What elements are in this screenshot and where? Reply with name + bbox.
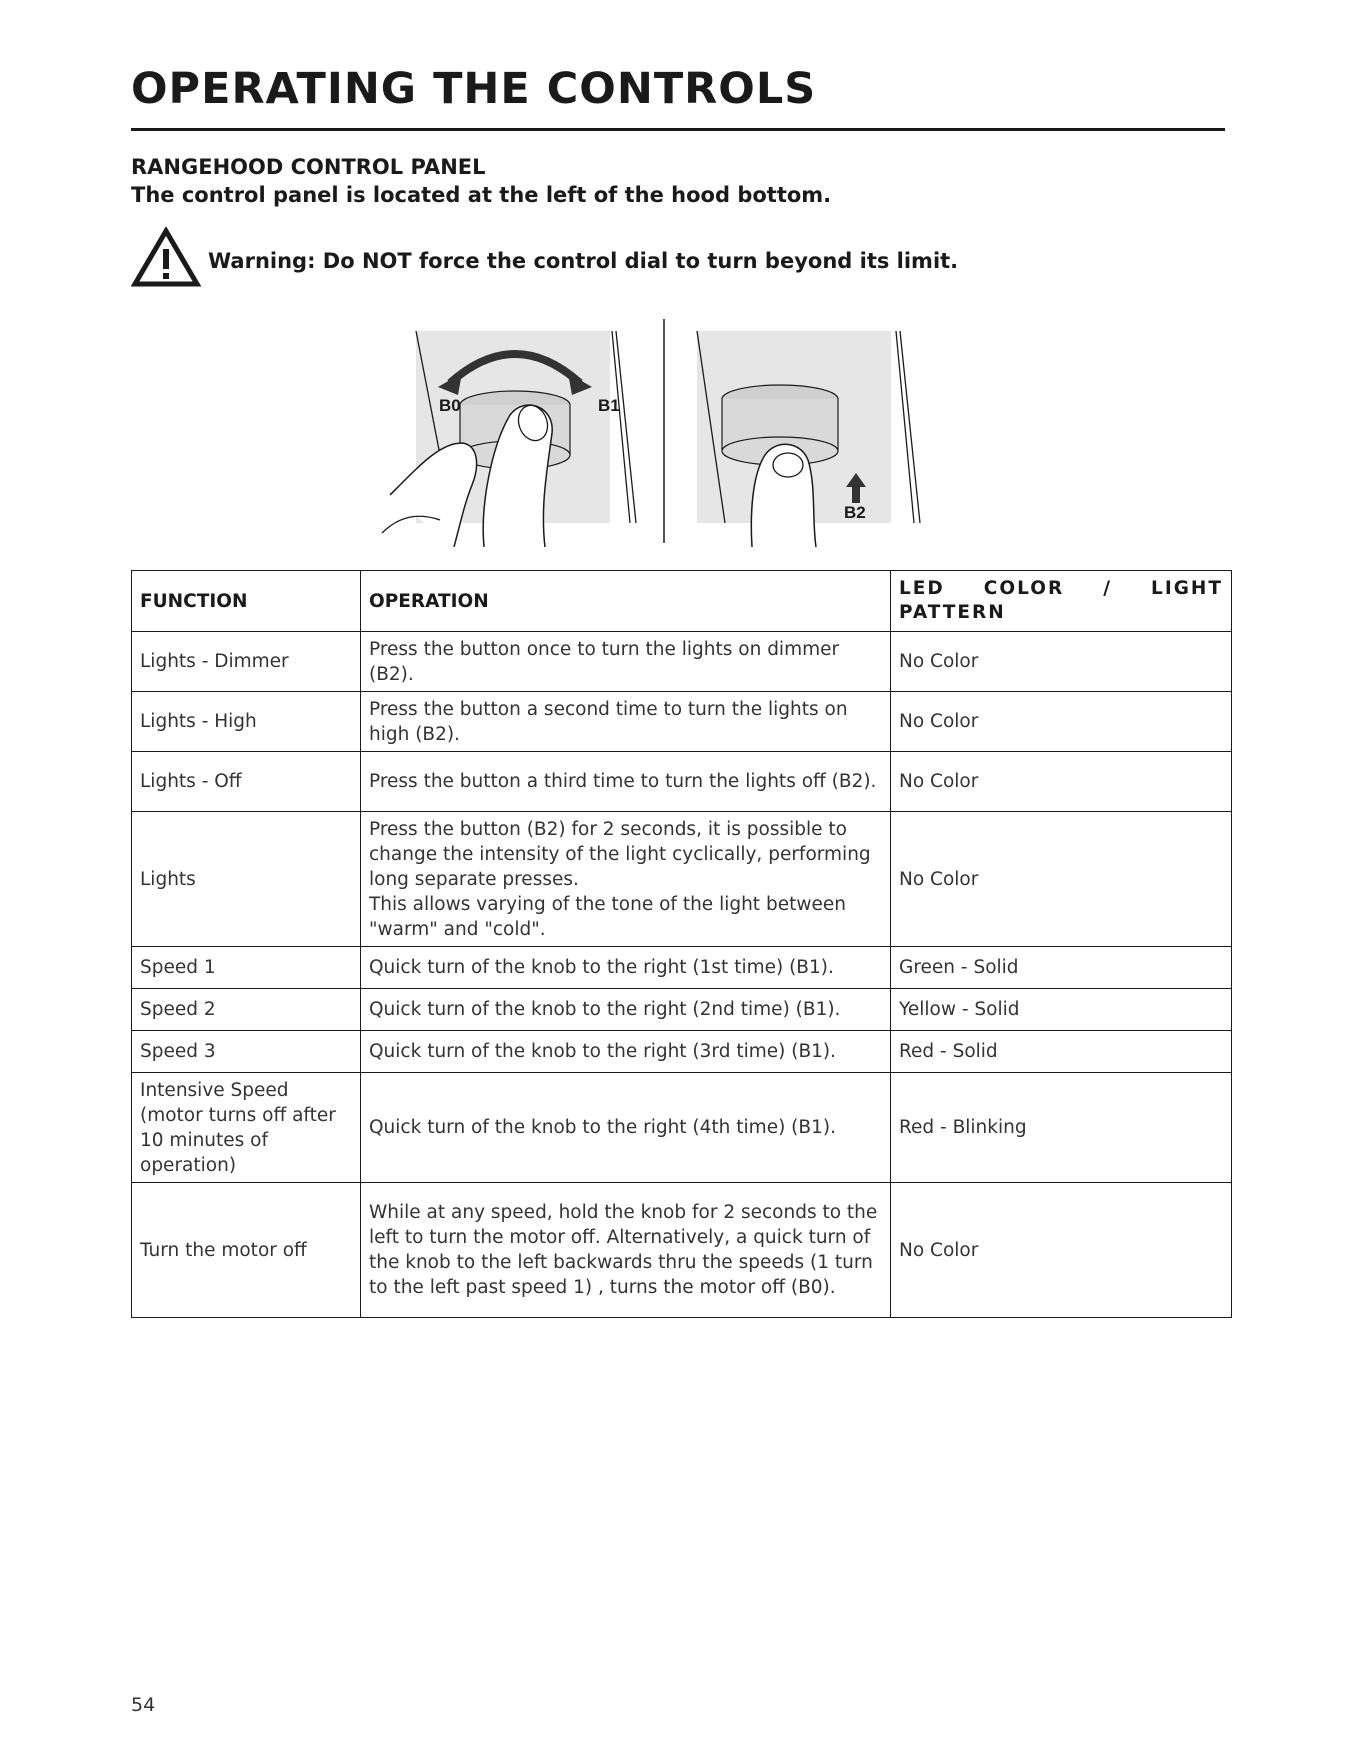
header-led: LED COLOR / LIGHT PATTERN [891, 571, 1232, 632]
cell-led: Green - Solid [891, 947, 1232, 989]
cell-operation: Quick turn of the knob to the right (1st time) (B1). [361, 947, 891, 989]
rotate-knob-panel [382, 331, 636, 547]
cell-led: No Color [891, 632, 1232, 692]
cell-led: Yellow - Solid [891, 989, 1232, 1031]
section-subheading: The control panel is located at the left of the hood bottom. [131, 183, 832, 207]
table-row [132, 1031, 1232, 1073]
label-b0: B0 [439, 396, 461, 415]
table-header-row [132, 571, 1232, 632]
cell-operation: Press the button a third time to turn the lights off (B2). [361, 752, 891, 812]
table-row [132, 1183, 1232, 1318]
cell-operation: Press the button (B2) for 2 seconds, it is possible to change the intensity of the light cyclically, performing long separate presses. This allows varying of the tone of the light between "warm" and "cold". [361, 812, 891, 947]
cell-led: No Color [891, 692, 1232, 752]
cell-led: Red - Solid [891, 1031, 1232, 1073]
cell-led: Red - Blinking [891, 1073, 1232, 1183]
cell-function: Intensive Speed (motor turns off after 10 minutes of operation) [132, 1073, 361, 1183]
cell-function: Speed 3 [132, 1031, 361, 1073]
table-row [132, 692, 1232, 752]
title-divider [131, 128, 1225, 131]
cell-function: Speed 2 [132, 989, 361, 1031]
header-function: FUNCTION [132, 571, 361, 632]
cell-led: No Color [891, 752, 1232, 812]
label-b1: B1 [598, 396, 620, 415]
section-heading: RANGEHOOD CONTROL PANEL [131, 155, 486, 179]
cell-function: Speed 1 [132, 947, 361, 989]
control-knob-illustration [380, 315, 940, 547]
table-row [132, 812, 1232, 947]
page-number: 54 [131, 1694, 156, 1716]
cell-operation: Quick turn of the knob to the right (4th time) (B1). [361, 1073, 891, 1183]
cell-function: Lights - High [132, 692, 361, 752]
cell-led: No Color [891, 812, 1232, 947]
press-knob-panel [697, 331, 920, 547]
warning-triangle-icon [131, 227, 201, 287]
cell-function: Turn the motor off [132, 1183, 361, 1318]
cell-operation: Quick turn of the knob to the right (2nd time) (B1). [361, 989, 891, 1031]
cell-operation: Quick turn of the knob to the right (3rd time) (B1). [361, 1031, 891, 1073]
table-row [132, 1073, 1232, 1183]
table-row [132, 947, 1232, 989]
cell-operation: Press the button a second time to turn the lights on high (B2). [361, 692, 891, 752]
cell-function: Lights [132, 812, 361, 947]
cell-function: Lights - Dimmer [132, 632, 361, 692]
label-b2: B2 [844, 503, 866, 522]
warning-text: Warning: Do NOT force the control dial to turn beyond its limit. [208, 249, 959, 273]
cell-led: No Color [891, 1183, 1232, 1318]
table-row [132, 752, 1232, 812]
control-functions-table [131, 570, 1232, 1318]
table-row [132, 632, 1232, 692]
page-title: OPERATING THE CONTROLS [131, 64, 817, 114]
table-row [132, 989, 1232, 1031]
cell-operation: Press the button once to turn the lights on dimmer (B2). [361, 632, 891, 692]
cell-operation: While at any speed, hold the knob for 2 seconds to the left to turn the motor off. Alternatively, a quick turn of the knob to the left backwards thru the speeds (1 turn to the left past speed 1) , turns the motor off (B0). [361, 1183, 891, 1318]
cell-function: Lights - Off [132, 752, 361, 812]
header-operation: OPERATION [361, 571, 891, 632]
